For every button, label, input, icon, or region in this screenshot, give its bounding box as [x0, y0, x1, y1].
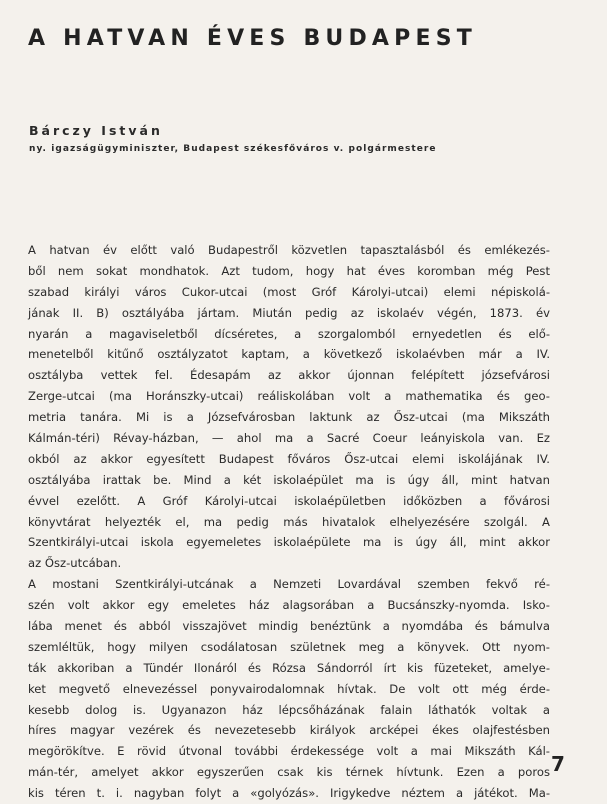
text-line: nyarán a magaviseletből dícséretes, a szorgalomból ernyedetlen és elő-	[28, 326, 550, 341]
text-line: osztályába irattak be. Mind a két iskolaépület ma is úgy áll, mint hatvan	[28, 472, 550, 487]
author-subtitle: ny. igazságügyminiszter, Budapest székesfőváros v. polgármestere	[29, 144, 437, 154]
text-line: évvel ezelőtt. A Gróf Károlyi-utcai iskolaépületben időközben a fővárosi	[28, 493, 550, 508]
text-line: ből nem sokat mondhatok. Azt tudom, hogy hat éves koromban még Pest	[28, 263, 550, 278]
text-line: metria tanára. Mi is a Józsefvárosban laktunk az Ősz-utcai (ma Mikszáth	[28, 410, 550, 425]
text-line: megörökítve. E rövid útvonal további érdekessége volt a mai Mikszáth Kál-	[28, 744, 550, 759]
text-line: Szentkirályi-utcai iskola egyemeletes iskolaépülete ma is úgy áll, mint akkor	[28, 535, 550, 550]
text-line: Zerge-utcai (ma Horánszky-utcai) reáliskolában volt a mathematika és geo-	[28, 389, 550, 404]
text-line: kis téren t. i. nagyban folyt a «golyózás». Irigykedve néztem a játékot. Ma-	[28, 786, 550, 801]
text-line: A hatvan év előtt való Budapestről közvetlen tapasztalásból és emlékezés-	[28, 243, 550, 257]
text-line: A mostani Szentkirályi-utcának a Nemzeti Lovardával szemben fekvő ré-	[28, 577, 550, 592]
text-line: szén volt akkor egy emeletes ház alagsorában a Bucsánszky-nyomda. Isko-	[28, 598, 550, 613]
article-title: A HATVAN ÉVES BUDAPEST	[28, 26, 477, 51]
text-line: menetelből kitűnő osztályzatot kaptam, a következő iskolaévben már a IV.	[28, 347, 550, 362]
author-name: Bárczy István	[29, 123, 163, 138]
text-line: jának II. B) osztályába jártam. Miután pedig az iskolaév végén, 1873. év	[28, 305, 550, 320]
text-line: mán-tér, amelyet akkor egyszerűen csak kis térnek hívtunk. Ezen a poros	[28, 765, 550, 780]
text-line: okból az akkor egyesített Budapest főváros Ősz-utcai elemi iskolájának IV.	[28, 451, 550, 466]
text-line: az Ősz-utcában.	[28, 556, 122, 571]
text-line: híres magyar vezérek és nevezetesebb királyok arcképei ékes olajfestésben	[28, 723, 550, 738]
text-line: Kálmán-téri) Révay-házban, — ahol ma a Sacré Coeur leányiskola van. Ez	[28, 431, 550, 446]
text-line: osztályba vettek fel. Édesapám az akkor újonnan felépített józsefvárosi	[28, 368, 550, 383]
text-line: ket megvető elnevezéssel ponyvairodalomnak hívtak. De volt ott még érde-	[28, 681, 550, 696]
text-line: szabad királyi város Cukor-utcai (most Gróf Károlyi-utcai) elemi népiskolá-	[28, 284, 550, 299]
text-line: lába menet és abból visszajövet mindig benéztünk a nyomdába és bámulva	[28, 619, 550, 634]
text-line: ták akkoriban a Tündér Ilonáról és Rózsa Sándorról írt kis füzeteket, amelye-	[28, 660, 550, 675]
text-line: kesebb dolog is. Ugyanazon ház lépcsőházának falain láthatók voltak a	[28, 702, 550, 717]
text-line: könyvtárat helyezték el, ma pedig más hivatalok elhelyezésére szolgál. A	[28, 514, 550, 529]
article-body	[28, 240, 550, 804]
text-line: szemléltük, hogy milyen csodálatosan születnek meg a könyvek. Ott nyom-	[28, 639, 550, 654]
page-number: 7	[551, 752, 565, 776]
